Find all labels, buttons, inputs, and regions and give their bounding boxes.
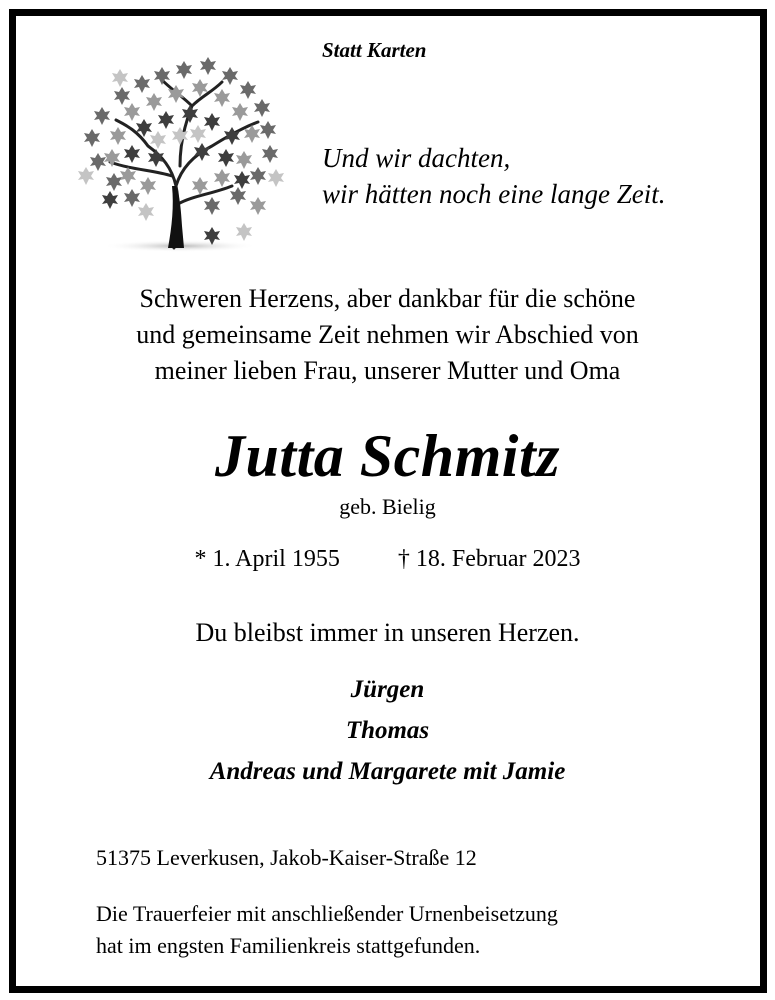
deceased-name: Jutta Schmitz	[215, 423, 560, 489]
mourner-name: Jürgen	[350, 676, 425, 703]
life-dates	[0, 546, 775, 573]
birth-date: * 1. April 1955	[194, 546, 340, 572]
remembrance-line: Du bleibst immer in unseren Herzen.	[195, 618, 580, 647]
statt-karten-heading: Statt Karten	[322, 38, 427, 62]
motto-line: Und wir dachten,	[322, 143, 511, 173]
intro-text	[0, 281, 775, 389]
tree-icon	[62, 36, 292, 258]
funeral-notice	[96, 898, 558, 962]
intro-line: meiner lieben Frau, unserer Mutter und Oma	[154, 356, 621, 385]
birth-name: geb. Bielig	[339, 494, 436, 519]
notice-line: hat im engsten Familienkreis stattgefunden.	[96, 933, 481, 958]
mourner-name: Andreas und Margarete mit Jamie	[209, 758, 566, 785]
death-date: † 18. Februar 2023	[397, 546, 581, 572]
mourner-name: Thomas	[345, 717, 430, 744]
intro-line: und gemeinsame Zeit nehmen wir Abschied von	[136, 320, 639, 349]
motto-quote	[322, 140, 665, 212]
notice-line: Die Trauerfeier mit anschließender Urnenbeisetzung	[96, 901, 558, 926]
address: 51375 Leverkusen, Jakob-Kaiser-Straße 12	[96, 845, 477, 870]
motto-line: wir hätten noch eine lange Zeit.	[322, 179, 666, 209]
intro-line: Schweren Herzens, aber dankbar für die schöne	[139, 284, 636, 313]
